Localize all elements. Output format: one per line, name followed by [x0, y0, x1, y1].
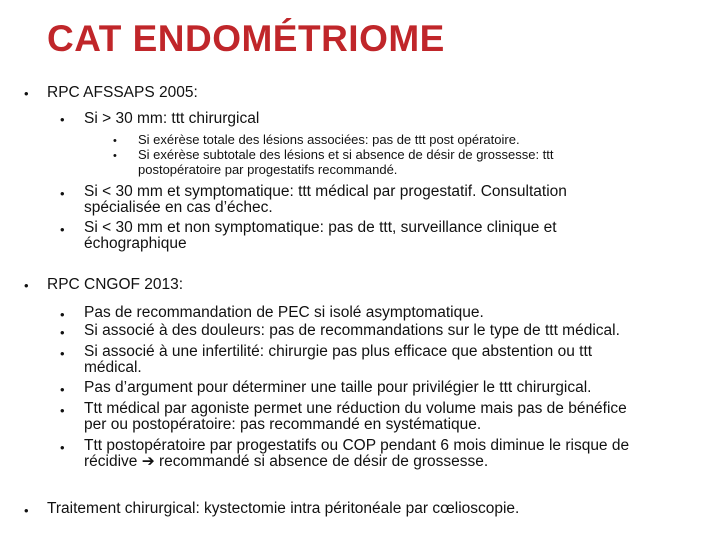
gt30-label: Si > 30 mm: ttt chirurgical: [84, 110, 260, 127]
cngof-item-5-line2: per ou postopératoire: pas recommandé en systématique.: [84, 416, 482, 433]
bullet-icon: •: [60, 222, 65, 237]
bullet-icon: •: [113, 150, 117, 162]
bullet-icon: •: [60, 325, 65, 340]
gt30-sub-1-text: Si exérèse totale des lésions associées: pas de ttt post opératoire.: [138, 132, 520, 147]
cngof-item-3-line2: médical.: [84, 359, 142, 376]
cngof-item-6-line1: Ttt postopératoire par progestatifs ou COP pendant 6 mois diminue le risque de: [84, 437, 630, 454]
bullet-icon: •: [60, 440, 65, 455]
bullet-icon: •: [60, 382, 65, 397]
cngof-item-1-text: Pas de recommandation de PEC si isolé asymptomatique.: [84, 304, 484, 321]
gt30-sub-2-line1: Si exérèse subtotale des lésions et si absence de désir de grossesse: ttt: [138, 147, 554, 162]
bullet-icon: •: [24, 86, 29, 101]
slide-title: CAT ENDOMÉTRIOME: [47, 18, 445, 59]
recidive-text: récidive: [84, 453, 142, 470]
bullet-icon: •: [60, 112, 65, 127]
bullet-icon: •: [60, 186, 65, 201]
recommande-text: recommandé si absence de désir de grossesse.: [154, 453, 489, 470]
bullet-icon: •: [60, 403, 65, 418]
lt30-asymptom-line2: échographique: [84, 235, 187, 252]
afssaps-heading: RPC AFSSAPS 2005:: [47, 84, 198, 101]
cngof-item-4-text: Pas d’argument pour déterminer une taille pour privilégier le ttt chirurgical.: [84, 379, 592, 396]
bullet-icon: •: [24, 503, 29, 518]
lt30-symptom-line2: spécialisée en cas d’échec.: [84, 199, 273, 216]
cngof-item-2-text: Si associé à des douleurs: pas de recommandations sur le type de ttt médical.: [84, 322, 620, 339]
bullet-icon: •: [113, 135, 117, 147]
cngof-heading: RPC CNGOF 2013:: [47, 276, 184, 293]
bullet-icon: •: [60, 307, 65, 322]
cngof-item-6-line2: [84, 454, 488, 471]
bullet-icon: •: [60, 346, 65, 361]
bullet-icon: •: [24, 278, 29, 293]
cngof-item-5-line1: Ttt médical par agoniste permet une réduction du volume mais pas de bénéfice: [84, 400, 627, 417]
lt30-symptom-line1: Si < 30 mm et symptomatique: ttt médical par progestatif. Consultation: [84, 183, 567, 200]
gt30-sub-2-line2: postopératoire par progestatifs recommandé.: [138, 162, 398, 177]
cngof-item-3-line1: Si associé à une infertilité: chirurgie pas plus efficace que abstention ou ttt: [84, 343, 593, 360]
arrow-right-icon: ➔: [141, 453, 155, 470]
final-text: Traitement chirurgical: kystectomie intra péritonéale par cœlioscopie.: [47, 500, 520, 517]
lt30-asymptom-line1: Si < 30 mm et non symptomatique: pas de ttt, surveillance clinique et: [84, 219, 557, 236]
